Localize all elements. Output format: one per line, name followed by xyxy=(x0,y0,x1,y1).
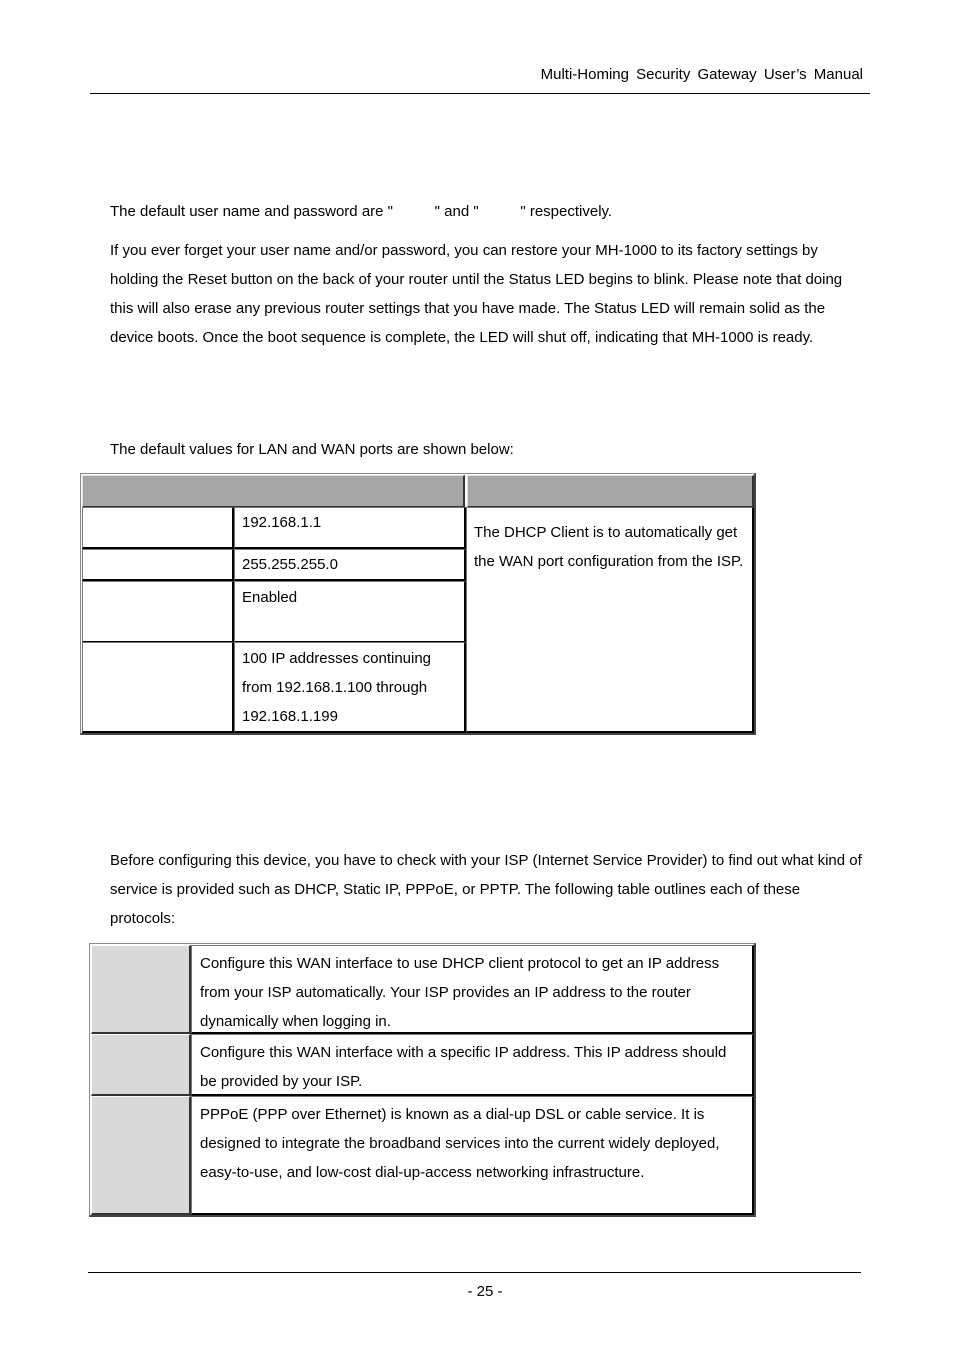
forget-password-paragraph: If you ever forget your user name and/or password, you can restore your MH-1000 to its factory settings by holding the Reset button on the back of your router until the Status LED begins to blink. Please note that doing this will also erase any previous router settings that you have made. The Status LED will remain solid as the device boots. Once the boot sequence is complete, the LED will shut off, indicating that MH-1000 is ready. xyxy=(110,242,843,346)
lan-dhcp-range-value: 100 IP addresses continuing from 192.168.1.100 through 192.168.1.199 xyxy=(234,642,466,733)
static-ip-description: Configure this WAN interface with a specific IP address. This IP address should be provided by your ISP. xyxy=(191,1034,754,1096)
default-values-paragraph: The default values for LAN and WAN ports are shown below: xyxy=(110,441,514,458)
wan-dhcp-client-cell: The DHCP Client is to automatically get the WAN port configuration from the ISP. xyxy=(466,507,754,733)
wan-protocols-table xyxy=(89,943,756,1217)
header-divider xyxy=(90,93,870,94)
table-row-label xyxy=(82,549,234,581)
protocol-label-cell xyxy=(91,1096,191,1215)
pppoe-description: PPPoE (PPP over Ethernet) is known as a dial-up DSL or cable service. It is designed to integrate the broadband services into the current widely deployed, easy-to-use, and low-cost dial-up-access networking infrastructure. xyxy=(191,1096,754,1215)
protocol-label-cell xyxy=(91,945,191,1034)
manual-title: Multi-Homing Security Gateway User’s Manual xyxy=(540,66,863,83)
lan-dhcp-server-value: Enabled xyxy=(234,581,466,643)
page-number: - 25 - xyxy=(467,1283,503,1300)
protocol-label-cell xyxy=(91,1034,191,1096)
lan-subnet-value: 255.255.255.0 xyxy=(234,549,466,581)
lan-wan-defaults-table xyxy=(80,473,756,735)
footer-divider xyxy=(88,1272,861,1273)
dhcp-description: Configure this WAN interface to use DHCP client protocol to get an IP address from your ISP automatically. Your ISP provides an IP address to the router dynamically when logging in. xyxy=(191,945,754,1034)
table-row-label xyxy=(82,642,234,733)
default-login-paragraph: The default user name and password are " " and " " respectively. xyxy=(110,203,613,220)
table-row-label xyxy=(82,507,234,549)
isp-check-paragraph: Before configuring this device, you have to check with your ISP (Internet Service Provider) to find out what kind of service is provided such as DHCP, Static IP, PPPoE, or PPTP. The following table outlines each of these protocols: xyxy=(110,852,862,927)
wan-header-cell xyxy=(467,475,754,508)
table-row-label xyxy=(82,581,234,643)
lan-ip-value: 192.168.1.1 xyxy=(234,507,466,549)
lan-header-cell xyxy=(82,475,465,508)
